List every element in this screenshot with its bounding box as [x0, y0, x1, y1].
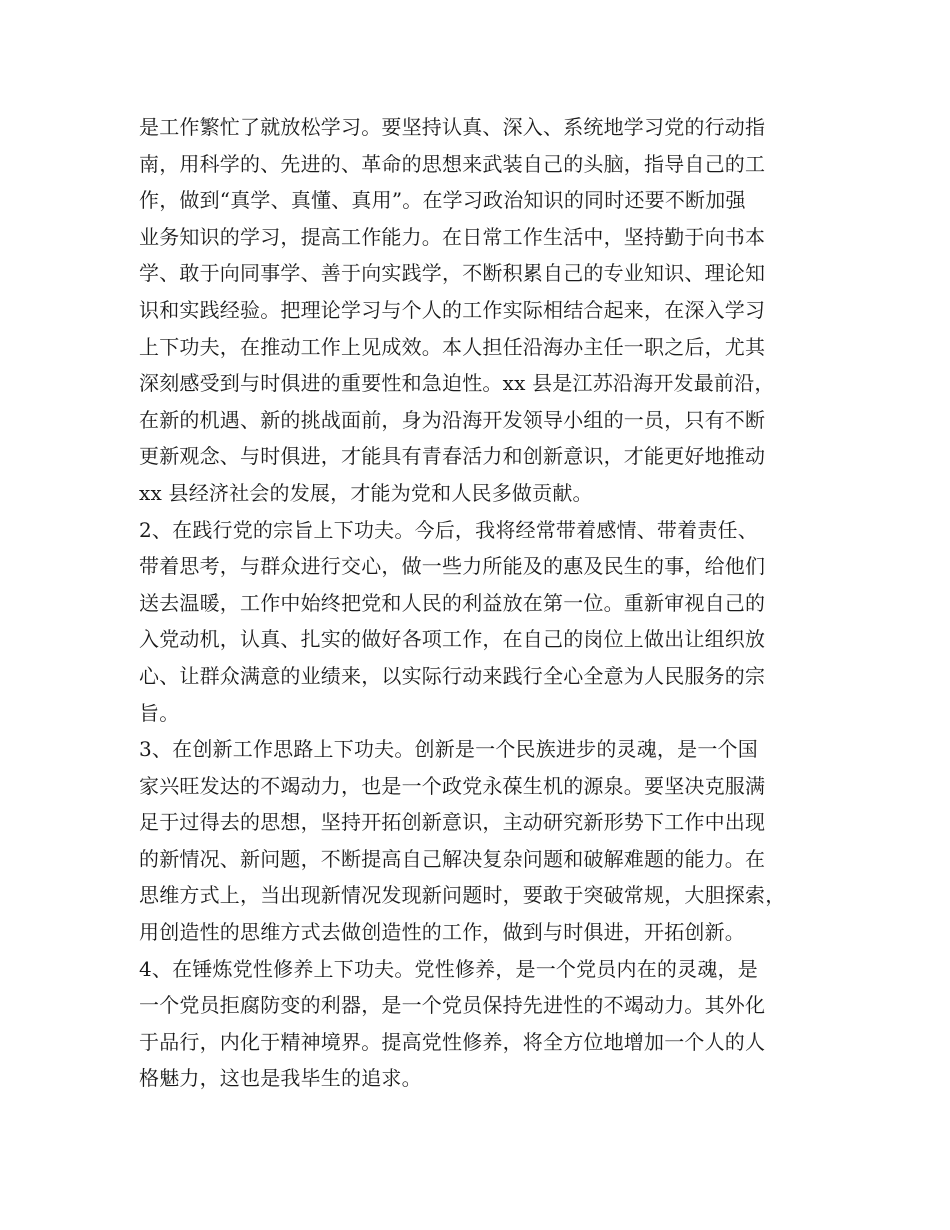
text-line: 深刻感受到与时俱进的重要性和急迫性。xx 县是江苏沿海开发最前沿， [139, 371, 775, 396]
text-line: xx 县经济社会的发展，才能为党和人民多做贡献。 [139, 480, 593, 505]
text-line: 于品行，内化于精神境界。提高党性修养，将全方位地增加一个人的人 [139, 1029, 766, 1054]
document-body [139, 109, 839, 1097]
text-line: 识和实践经验。把理论学习与个人的工作实际相结合起来，在深入学习 [139, 297, 766, 322]
text-line: 上下功夫，在推动工作上见成效。本人担任沿海办主任一职之后，尤其 [139, 334, 766, 359]
text-line: 4、在锤炼党性修养上下功夫。党性修养，是一个党员内在的灵魂，是 [139, 956, 758, 981]
text-line: 的新情况、新问题，不断提高自己解决复杂问题和破解难题的能力。在 [139, 846, 766, 871]
text-line: 2、在践行党的宗旨上下功夫。今后，我将经常带着感情、带着责任、 [139, 517, 758, 542]
text-line: 带着思考，与群众进行交心，做一些力所能及的惠及民生的事，给他们 [139, 554, 766, 579]
text-line: 送去温暖，工作中始终把党和人民的利益放在第一位。重新审视自己的 [139, 590, 766, 615]
text-line: 更新观念、与时俱进，才能具有青春活力和创新意识，才能更好地推动 [139, 444, 766, 469]
text-line: 是工作繁忙了就放松学习。要坚持认真、深入、系统地学习党的行动指 [139, 115, 766, 139]
text-line: 入党动机，认真、扎实的做好各项工作，在自己的岗位上做出让组织放 [139, 627, 766, 652]
text-line: 心、让群众满意的业绩来，以实际行动来践行全心全意为人民服务的宗 [139, 663, 766, 688]
text-line: 3、在创新工作思路上下功夫。创新是一个民族进步的灵魂，是一个国 [139, 737, 758, 762]
text-line: 格魅力，这也是我毕生的追求。 [139, 1066, 422, 1091]
text-line: 旨。 [139, 700, 180, 725]
text-line: 用创造性的思维方式去做创造性的工作，做到与时俱进，开拓创新。 [139, 920, 745, 945]
text-line: 在新的机遇、新的挑战面前，身为沿海开发领导小组的一员，只有不断 [139, 407, 766, 432]
text-line: 作，做到“真学、真懂、真用”。在学习政治知识的同时还要不断加强 [139, 188, 746, 213]
text-line: 足于过得去的思想，坚持开拓创新意识，主动研究新形势下工作中出现 [139, 810, 766, 835]
text-line: 一个党员拒腐防变的利器，是一个党员保持先进性的不竭动力。其外化 [139, 993, 766, 1018]
text-line: 学、敢于向同事学、善于向实践学，不断积累自己的专业知识、理论知 [139, 261, 766, 286]
text-line: 思维方式上，当出现新情况发现新问题时，要敢于突破常规，大胆探索， [139, 883, 786, 908]
text-line: 业务知识的学习，提高工作能力。在日常工作生活中，坚持勤于向书本 [139, 224, 766, 249]
text-line: 南，用科学的、先进的、革命的思想来武装自己的头脑，指导自己的工 [139, 151, 766, 176]
text-line: 家兴旺发达的不竭动力，也是一个政党永葆生机的源泉。要坚决克服满 [139, 773, 766, 798]
